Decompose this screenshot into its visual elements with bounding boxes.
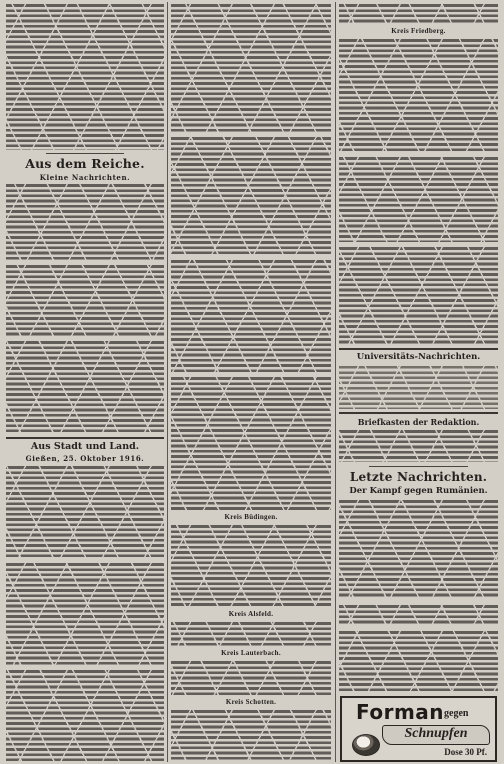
ad-ribbon: [382, 725, 490, 745]
article-text: [171, 621, 331, 647]
section-heading-university: Universitäts-Nachrichten.: [356, 352, 481, 362]
column-3: [339, 0, 498, 764]
article-text: [339, 604, 498, 626]
tin-icon: [352, 734, 380, 756]
article-text: [339, 365, 498, 409]
article-text: [6, 183, 164, 261]
section-rule: [369, 466, 468, 467]
dateline: Gießen, 25. Oktober 1916.: [25, 454, 145, 463]
article-text: [339, 630, 498, 692]
section-rule: [6, 437, 164, 439]
column-divider: [335, 2, 336, 762]
article-text: [339, 3, 498, 24]
ad-product: Schnupfen: [404, 726, 468, 741]
article-text: [339, 156, 498, 242]
article-text: [6, 669, 164, 761]
article-text: [6, 340, 164, 434]
column-divider: [167, 2, 168, 762]
article-text: [171, 376, 331, 510]
article-text: [171, 524, 331, 608]
district-heading: Kreis Lauterbach.: [221, 649, 281, 657]
column-2: [171, 0, 331, 764]
university-news-box: [339, 348, 498, 414]
article-text: [339, 499, 498, 599]
section-heading-reich: Aus dem Reiche.: [25, 156, 145, 171]
article-text: [171, 259, 331, 373]
district-heading: Kreis Büdingen.: [224, 513, 278, 521]
district-heading: Kreis Friedberg.: [391, 27, 446, 35]
article-text: [339, 429, 498, 462]
section-heading-latest: Letzte Nachrichten.: [349, 470, 488, 484]
section-heading-letters: Briefkasten der Redaktion.: [357, 417, 480, 427]
article-text: [171, 660, 331, 696]
article-text: [6, 465, 164, 559]
district-heading: Kreis Schotten.: [225, 698, 277, 706]
ad-word: gegen: [444, 708, 469, 719]
article-text: [339, 246, 498, 344]
section-heading-stadt: Aus Stadt und Land.: [30, 441, 140, 452]
advertisement: [340, 696, 497, 762]
section-subheading: Kleine Nachrichten.: [39, 173, 131, 182]
article-text: [6, 562, 164, 666]
article-text: [6, 3, 164, 150]
article-text: [171, 136, 331, 256]
article-text: [171, 709, 331, 761]
section-rule: [46, 153, 124, 154]
ad-price: Dose 30 Pf.: [444, 747, 487, 757]
district-heading: Kreis Alsfeld.: [228, 610, 274, 618]
ad-brand: Forman: [356, 700, 445, 724]
column-1: [6, 0, 164, 764]
section-subheading-romania: Der Kampf gegen Rumänien.: [349, 486, 488, 496]
article-text: [339, 38, 498, 152]
article-text: [171, 3, 331, 133]
article-text: [6, 264, 164, 337]
